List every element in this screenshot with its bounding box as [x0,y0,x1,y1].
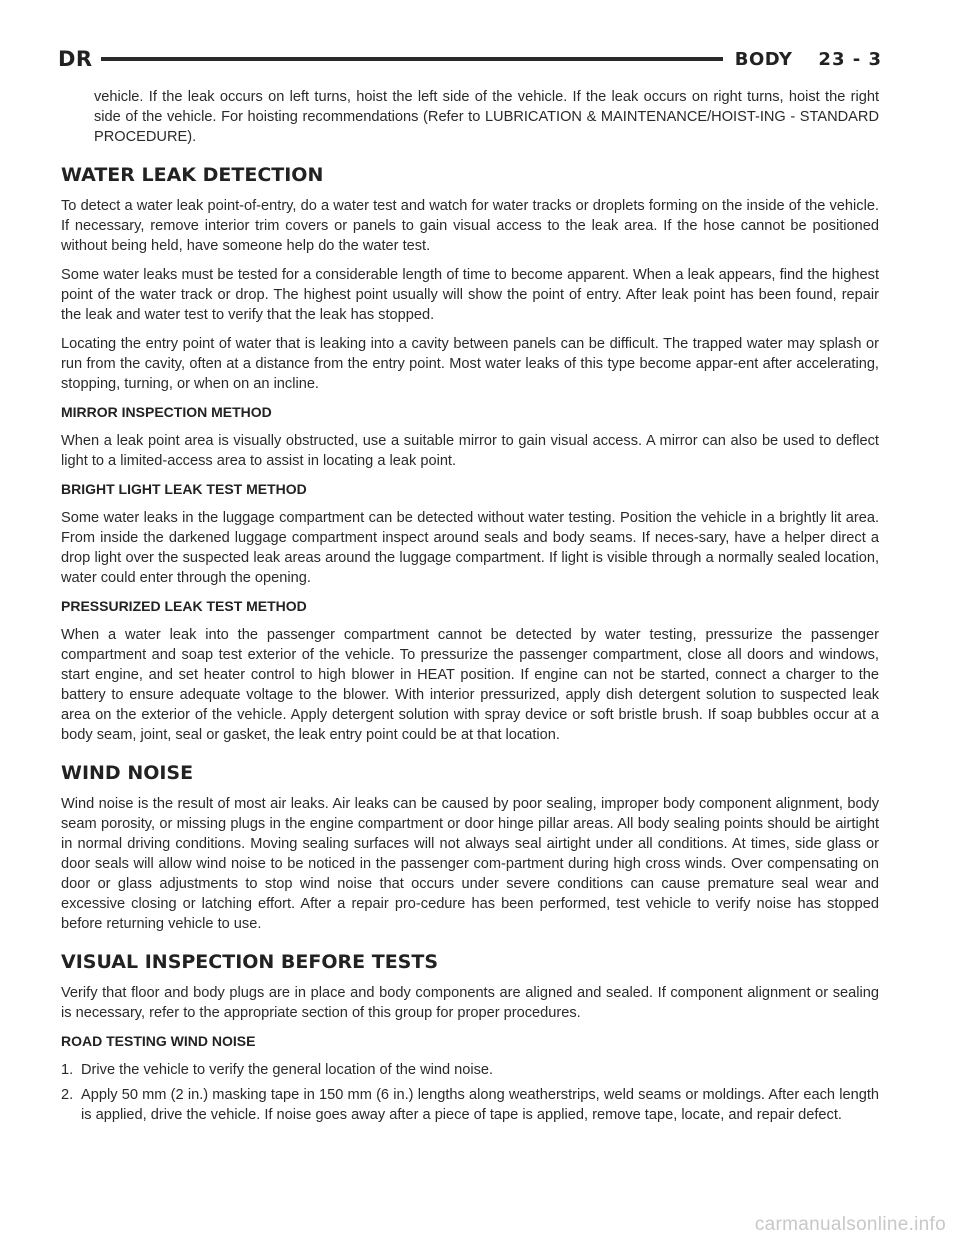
paragraph: Locating the entry point of water that is leaking into a cavity between panels can be difficult. The trapped water may splash or run from the cavity, often at a distance from the entry point. Most water leaks of this type become appar-ent after accelerating, stopping, turning, or when on an incline. [61,336,879,392]
heading-water-leak-detection: WATER LEAK DETECTION [61,164,324,186]
paragraph: Some water leaks in the luggage compartment can be detected without water testing. Position the vehicle in a brightly lit area. From inside the darkened luggage compartment inspect around seals and body seams. If neces-sary, have a helper direct a drop light over the suspected leak areas around the luggage compartment. If light is visible through a normally sealed location, water could enter through the opening. [61,510,879,586]
page-number: 23 - 3 [818,48,882,70]
header-rule [101,57,723,61]
paragraph: Wind noise is the result of most air leaks. Air leaks can be caused by poor sealing, improper body component alignment, body seam porosity, or missing plugs in the engine compartment or door hinge pillar areas. All body sealing points should be airtight in normal driving conditions. Moving sealing surfaces will not always seal airtight under all conditions. At times, side glass or door seals will allow wind noise to be noticed in the passenger com-partment during high cross winds. Over compensating on door or glass adjustments to stop wind noise that occurs under severe conditions can cause premature seal wear and excessive closing or latching effort. After a repair pro-cedure has been performed, test vehicle to verify noise has stopped before returning vehicle to use. [61,796,879,932]
page-content [61,87,879,1130]
step-text: Apply 50 mm (2 in.) masking tape in 150 mm (6 in.) lengths along weatherstrips, weld seams or moldings. After each length is applied, drive the vehicle. If noise goes away after a piece of tape is applied, remove tape, locate, and repair defect. [81,1087,879,1123]
section-name: BODY [734,48,793,70]
subheading-pressurized-test: PRESSURIZED LEAK TEST METHOD [61,598,307,614]
road-testing-steps [61,1060,879,1125]
paragraph: Some water leaks must be tested for a considerable length of time to become apparent. When a leak appears, find the highest point of the water track or drop. The highest point usually will show the point of entry. After leak point has been found, repair the leak and water test to verify that the leak has stopped. [61,267,879,323]
list-item [61,1085,879,1125]
paragraph: When a water leak into the passenger compartment cannot be detected by water testing, pressurize the passenger compartment and soap test exterior of the vehicle. To pressurize the passenger compartment, close all doors and windows, start engine, and set heater control to high blower in HEAT position. If engine can not be started, connect a charger to the battery to ensure adequate voltage to the blower. With interior pressurized, apply dish detergent solution to suspected leak area on the exterior of the vehicle. Apply detergent solution with spray device or soft bristle brush. If soap bubbles occur at a body seam, joint, seal or gasket, the leak entry point could be at that location. [61,627,879,743]
paragraph: Verify that floor and body plugs are in place and body components are aligned and sealed. If component alignment or sealing is necessary, refer to the appropriate section of this group for proper procedures. [61,985,879,1021]
watermark: carmanualsonline.info [754,1214,946,1235]
intro-paragraph: vehicle. If the leak occurs on left turns, hoist the left side of the vehicle. If the leak occurs on right turns, hoist the right side of the vehicle. For hoisting recommendations (Refer to LUBRICATION & MAINTENANCE/HOIST-ING - STANDARD PROCEDURE). [94,89,879,145]
heading-wind-noise: WIND NOISE [61,762,194,784]
model-code: DR [58,47,93,71]
subheading-bright-light-test: BRIGHT LIGHT LEAK TEST METHOD [61,481,307,497]
heading-visual-inspection: VISUAL INSPECTION BEFORE TESTS [61,951,439,973]
page-header [58,46,882,72]
step-number: 1. [61,1062,74,1078]
list-item [61,1060,879,1080]
subheading-mirror-inspection: MIRROR INSPECTION METHOD [61,404,272,420]
paragraph: To detect a water leak point-of-entry, do a water test and watch for water tracks or droplets forming on the inside of the vehicle. If necessary, remove interior trim covers or panels to gain visual access to the leak area. If the hose cannot be positioned without being held, have someone help do the water test. [61,198,879,254]
step-text: Drive the vehicle to verify the general location of the wind noise. [81,1062,494,1078]
subheading-road-testing: ROAD TESTING WIND NOISE [61,1033,256,1049]
step-number: 2. [61,1087,74,1103]
paragraph: When a leak point area is visually obstructed, use a suitable mirror to gain visual access. A mirror can also be used to deflect light to a limited-access area to assist in locating a leak point. [61,433,879,469]
